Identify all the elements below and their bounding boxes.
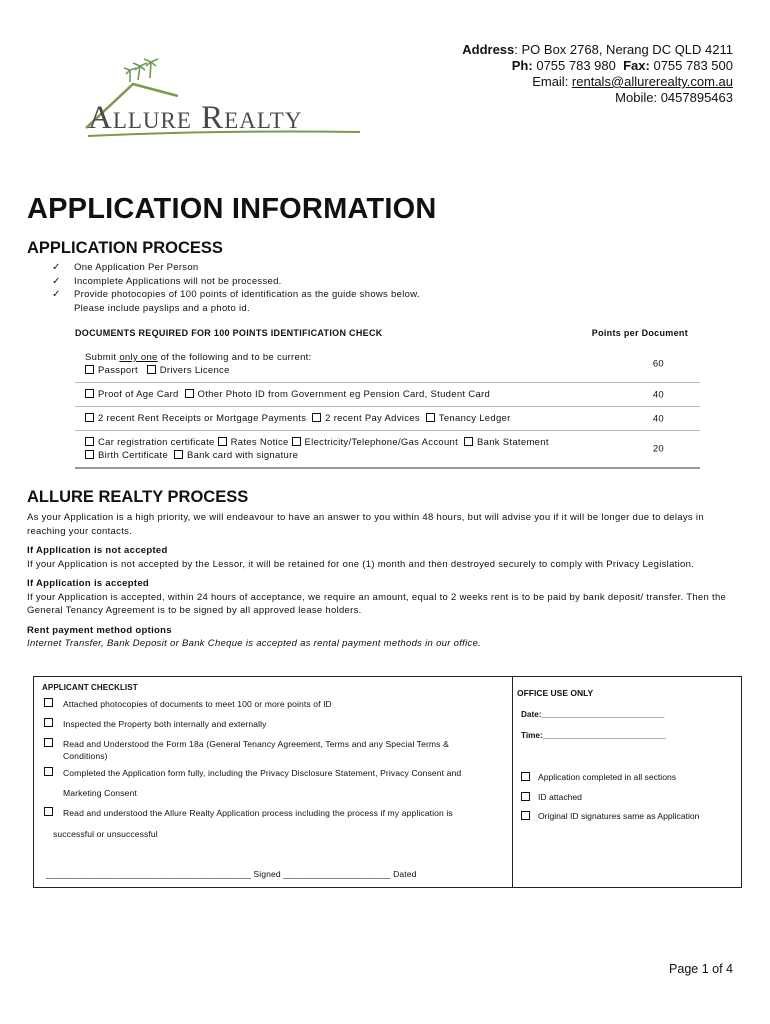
checkbox[interactable] (85, 413, 94, 422)
checklist-item (44, 698, 509, 710)
bullet-extra-text: Please include payslips and a photo id. (74, 302, 250, 314)
email-label: Email: (532, 74, 572, 89)
office-date-field[interactable]: Date:___________________________ (521, 710, 665, 719)
office-item (521, 792, 582, 802)
table-row (75, 382, 700, 406)
checkbox[interactable] (85, 437, 94, 446)
checklist-item-label: Inspected the Property both internally and externally (63, 719, 267, 729)
checklist-item-label: Attached photocopies of documents to meet 100 or more points of ID (63, 699, 332, 709)
intro-paragraph: As your Application is a high priority, we will endeavour to have an answer to you within 48 hours, but will advise you if it will be longer due to delays in reaching your contacts. (27, 512, 704, 537)
rent-options-text: Internet Transfer, Bank Deposit or Bank Cheque is accepted as rental payment methods in our office. (27, 638, 482, 649)
option-label: 2 recent Pay Advices (325, 413, 420, 424)
mobile-line: Mobile: 0457895463 (615, 90, 733, 105)
checklist-item-label: successful or unsuccessful (53, 829, 158, 839)
check-icon: ✓ (52, 275, 61, 287)
checklist-item (44, 767, 509, 779)
checklist-item-label: Read and understood the Allure Realty Application process including the process if my application is (63, 808, 453, 818)
documents-header-right: Points per Document (591, 328, 688, 338)
not-accepted-text: If your Application is not accepted by the Lessor, it will be retained for one (1) month and then destroyed securely to comply with Privacy Legislation. (27, 558, 695, 570)
points-value: 40 (652, 413, 664, 424)
applicant-checklist (33, 676, 513, 888)
allure-process-heading: ALLURE REALTY PROCESS (27, 488, 249, 506)
bullet-item (52, 275, 420, 289)
option-label: Birth Certificate (98, 450, 169, 461)
page-number: Page 1 of 4 (669, 962, 733, 976)
checklist-item-label: Read and Understood the Form 18a (General Tenancy Agreement, Terms and any Special Terms & Conditions) (63, 739, 449, 761)
address-value: : PO Box 2768, Nerang DC QLD 4211 (514, 42, 733, 57)
row1-pre: Submit (85, 352, 120, 363)
checkbox[interactable] (44, 807, 53, 816)
application-process-heading: APPLICATION PROCESS (27, 239, 223, 257)
option-label: Passport (98, 365, 138, 376)
bullet-text: Incomplete Applications will not be processed. (74, 275, 282, 287)
office-item-label: ID attached (538, 792, 582, 802)
checkbox[interactable] (521, 792, 530, 801)
checkbox[interactable] (464, 437, 473, 446)
address-line (462, 42, 733, 58)
checklist-item (44, 718, 509, 730)
bullet-item (52, 288, 420, 302)
phone-label: Ph: (511, 58, 533, 73)
checklist-item-label: Completed the Application form fully, including the Privacy Disclosure Statement, Privacy Consent and (63, 768, 462, 778)
table-row (75, 406, 700, 430)
logo-wordmark: Allure Realty (88, 100, 303, 136)
fax-value: 0755 783 500 (653, 58, 733, 73)
option-label: 2 recent Rent Receipts or Mortgage Payments (98, 413, 307, 424)
table-row (75, 430, 700, 467)
checkbox[interactable] (147, 365, 156, 374)
checkbox[interactable] (174, 450, 183, 459)
option-label: Other Photo ID from Government eg Pension Card, Student Card (197, 389, 491, 400)
row1-underline: only one (119, 352, 158, 363)
bullet-text: One Application Per Person (74, 262, 199, 273)
option-label: Drivers Licence (159, 365, 230, 376)
email-line (462, 74, 733, 90)
points-value: 40 (652, 389, 664, 400)
rent-options-title: Rent payment method options (27, 624, 172, 636)
points-value: 60 (652, 358, 664, 370)
process-bullets (52, 261, 420, 315)
fax-label: Fax: (623, 58, 650, 73)
option-label: Car registration certificate (98, 437, 215, 448)
company-logo (78, 56, 368, 146)
phone-line (462, 58, 733, 74)
checklist-item-cont (44, 828, 509, 840)
office-title: OFFICE USE ONLY (517, 688, 594, 698)
bullet-extra (52, 302, 420, 316)
office-item (521, 772, 676, 782)
address-label: Address (462, 42, 515, 57)
signature-line[interactable]: __________________________________________ Signed ______________________ Dated (46, 869, 417, 879)
checkbox[interactable] (85, 365, 94, 374)
checkbox[interactable] (44, 718, 53, 727)
phone-value: 0755 783 980 (536, 58, 616, 73)
bullet-item (52, 261, 420, 275)
checkbox[interactable] (185, 389, 194, 398)
checklist-title: APPLICANT CHECKLIST (42, 683, 138, 692)
checkbox[interactable] (44, 738, 53, 747)
checkbox[interactable] (44, 698, 53, 707)
checkbox[interactable] (44, 767, 53, 776)
office-item-label: Original ID signatures same as Application (538, 811, 700, 821)
checklist-item-label: Marketing Consent (63, 788, 137, 798)
checkbox[interactable] (521, 811, 530, 820)
accepted-text: If your Application is accepted, within 24 hours of acceptance, we require an amount, equal to 2 weeks rent is to be paid by bank deposit/ transfer. Then the General Tenancy Agreement is to be signed by all approved lease holders. (27, 591, 727, 616)
checkbox[interactable] (85, 389, 94, 398)
checkbox[interactable] (312, 413, 321, 422)
checkbox[interactable] (292, 437, 301, 446)
office-item (521, 811, 699, 821)
documents-header-left: DOCUMENTS REQUIRED FOR 100 POINTS IDENTIFICATION CHECK (75, 328, 383, 338)
option-label: Rates Notice (230, 437, 289, 448)
row1-intro (85, 351, 700, 364)
option-label: Electricity/Telephone/Gas Account (304, 437, 459, 448)
points-value: 20 (652, 443, 664, 455)
row1-post: of the following and to be current: (157, 352, 312, 363)
checkbox[interactable] (85, 450, 94, 459)
not-accepted-title: If Application is not accepted (27, 545, 168, 556)
documents-header (75, 328, 700, 346)
page-title: APPLICATION INFORMATION (27, 193, 437, 225)
checkbox[interactable] (521, 772, 530, 781)
office-item-label: Application completed in all sections (538, 772, 677, 782)
option-label: Bank card with signature (186, 450, 299, 461)
checklist-item (44, 738, 509, 762)
bullet-text: Provide photocopies of 100 points of identification as the guide shows below. (74, 289, 420, 300)
office-use-box (511, 676, 742, 888)
contact-block (462, 42, 733, 106)
documents-table (75, 328, 700, 469)
accepted-title: If Application is accepted (27, 578, 149, 589)
table-bottom-divider (75, 467, 700, 469)
allure-process-body (27, 511, 742, 657)
option-label: Tenancy Ledger (438, 413, 511, 424)
table-row (75, 346, 700, 382)
checkbox[interactable] (218, 437, 227, 446)
office-time-field[interactable]: Time:___________________________ (521, 731, 666, 740)
check-icon: ✓ (52, 262, 61, 273)
checklist-item (44, 807, 509, 819)
checklist-item-cont (44, 787, 509, 799)
checkbox[interactable] (426, 413, 435, 422)
check-icon: ✓ (52, 289, 61, 300)
option-label: Bank Statement (476, 437, 549, 448)
option-label: Proof of Age Card (98, 389, 179, 400)
email-link[interactable]: rentals@allurerealty.com.au (571, 74, 733, 89)
